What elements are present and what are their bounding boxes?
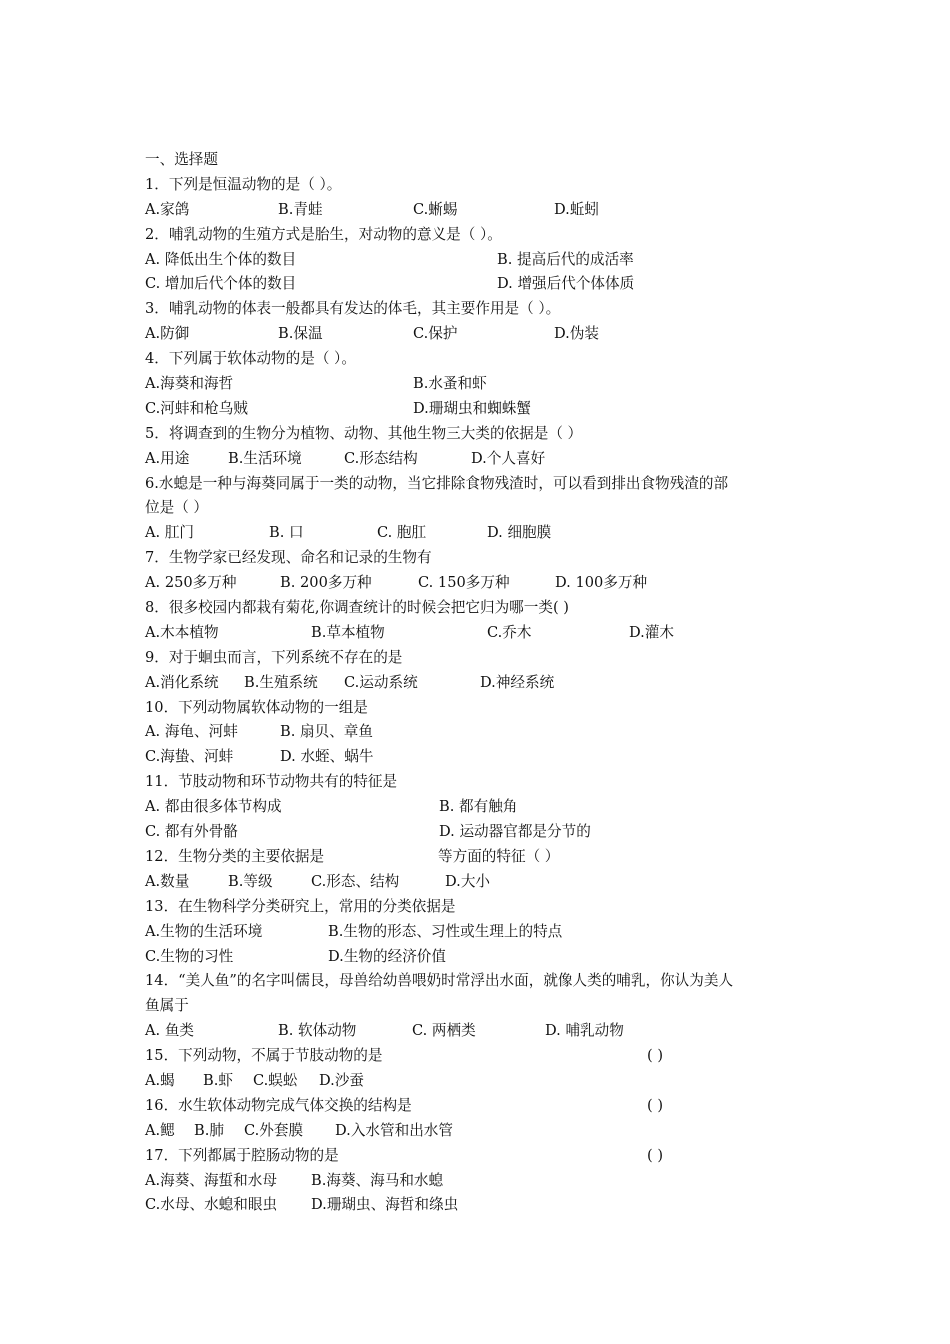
question-stem: 14．“美人鱼”的名字叫儒艮，母兽给幼兽喂奶时常浮出水面，就像人类的哺乳，你认为美人 — [145, 972, 734, 990]
question-stem: 9．对于蛔虫而言，下列系统不存在的是 — [145, 648, 403, 666]
option: D.沙蚕 — [319, 1071, 365, 1089]
options-row — [145, 198, 815, 223]
question-stem: 8．很多校园内都栽有菊花,你调查统计的时候会把它归为哪一类( ) — [145, 599, 569, 617]
options-row — [145, 820, 815, 845]
option: B.虾 — [203, 1071, 233, 1089]
options-row — [145, 745, 815, 770]
option: C.运动系统 — [344, 673, 418, 691]
option: C.水母、水螅和眼虫 — [145, 1196, 278, 1214]
option: B.生物的形态、习性或生理上的特点 — [328, 922, 563, 940]
option: C. 两栖类 — [412, 1022, 476, 1040]
option: B. 200多万种 — [280, 574, 372, 592]
option: B.生殖系统 — [244, 673, 318, 691]
option: C.蜈蚣 — [253, 1071, 298, 1089]
option: A. 250多万种 — [145, 574, 237, 592]
options-row — [145, 248, 815, 273]
question-stem — [145, 1044, 815, 1069]
option: C.生物的习性 — [145, 947, 234, 965]
options-row — [145, 621, 815, 646]
options-row — [145, 720, 815, 745]
question-stem: 4．下列属于软体动物的是（ ）。 — [145, 350, 356, 368]
option: A.蝎 — [145, 1071, 175, 1089]
option: C. 150多万种 — [418, 574, 510, 592]
question-stem — [145, 1144, 815, 1169]
options-row — [145, 870, 815, 895]
option: D. 水蛭、蜗牛 — [280, 748, 374, 766]
option: B.生活环境 — [228, 449, 302, 467]
option: C.河蚌和枪乌贼 — [145, 399, 248, 417]
option: C.海蛰、河蚌 — [145, 748, 234, 766]
option: C. 胞肛 — [377, 524, 427, 542]
options-row — [145, 521, 815, 546]
options-row — [145, 447, 815, 472]
question-stem-tail: 等方面的特征（ ） — [438, 847, 560, 865]
question-stem: 7．生物学家已经发现、命名和记录的生物有 — [145, 549, 432, 567]
option: A. 海龟、河蚌 — [145, 723, 238, 741]
option: B.保温 — [278, 325, 323, 343]
options-row — [145, 571, 815, 596]
option: D.灌木 — [629, 623, 675, 641]
option: D. 细胞膜 — [487, 524, 552, 542]
options-row — [145, 795, 815, 820]
option: D.个人喜好 — [471, 449, 546, 467]
option: D.蚯蚓 — [554, 200, 600, 218]
document-page — [145, 148, 815, 1218]
question-stem-text: 12．生物分类的主要依据是 — [145, 847, 325, 865]
option: B. 提高后代的成活率 — [497, 250, 634, 268]
options-row — [145, 272, 815, 297]
option: B. 扇贝、章鱼 — [280, 723, 373, 741]
options-row — [145, 945, 815, 970]
option: B.肺 — [194, 1121, 224, 1139]
option: D.大小 — [445, 872, 491, 890]
option: D.生物的经济价值 — [328, 947, 446, 965]
option: A.海葵、海蜇和水母 — [145, 1171, 277, 1189]
options-row — [145, 1169, 815, 1194]
option: C. 增加后代个体的数目 — [145, 275, 297, 293]
option: B. 软体动物 — [278, 1022, 357, 1040]
option: B.草本植物 — [311, 623, 385, 641]
option: A.家鸽 — [145, 200, 190, 218]
option: B.水蚤和虾 — [413, 375, 487, 393]
question-stem: 13．在生物科学分类研究上，常用的分类依据是 — [145, 897, 456, 915]
options-row — [145, 920, 815, 945]
option: D. 哺乳动物 — [545, 1022, 624, 1040]
option: C.蜥蜴 — [413, 200, 458, 218]
option: A.生物的生活环境 — [145, 922, 263, 940]
option: A. 鱼类 — [145, 1022, 195, 1040]
question-stem-continued: 位是（ ） — [145, 499, 209, 517]
option: A.鳃 — [145, 1121, 175, 1139]
option: D.珊瑚虫和蜘蛛蟹 — [413, 399, 531, 417]
question-stem: 3．哺乳动物的体表一般都具有发达的体毛，其主要作用是（ ）。 — [145, 300, 561, 318]
option: A.消化系统 — [145, 673, 219, 691]
question-stem-text: 15．下列动物，不属于节肢动物的是 — [145, 1047, 383, 1065]
answer-bracket: ( ) — [647, 1146, 664, 1164]
option: D.珊瑚虫、海哲和绦虫 — [311, 1196, 459, 1214]
answer-bracket: ( ) — [647, 1096, 664, 1114]
options-row — [145, 372, 815, 397]
option: B. 口 — [269, 524, 304, 542]
option: D.神经系统 — [480, 673, 555, 691]
question-stem-text: 17．下列都属于腔肠动物的是 — [145, 1146, 339, 1164]
option: A.防御 — [145, 325, 190, 343]
option: C.形态结构 — [344, 449, 418, 467]
question-stem — [145, 845, 815, 870]
options-row — [145, 1069, 815, 1094]
option: A.木本植物 — [145, 623, 219, 641]
question-stem-continued: 鱼属于 — [145, 997, 189, 1015]
option: C.乔木 — [487, 623, 532, 641]
options-row — [145, 1019, 815, 1044]
section-title: 一、选择题 — [145, 151, 218, 168]
option: D.入水管和出水管 — [335, 1121, 453, 1139]
options-row — [145, 1193, 815, 1218]
question-stem: 6.水螅是一种与海葵同属于一类的动物，当它排除食物残渣时，可以看到排出食物残渣的部 — [145, 474, 729, 492]
question-stem: 2．哺乳动物的生殖方式是胎生，对动物的意义是（ ）。 — [145, 225, 502, 243]
option: D.伪装 — [554, 325, 600, 343]
option: C.外套膜 — [244, 1121, 304, 1139]
options-row — [145, 671, 815, 696]
option: A. 肛门 — [145, 524, 195, 542]
question-stem: 11．节肢动物和环节动物共有的特征是 — [145, 773, 398, 791]
option: C.保护 — [413, 325, 458, 343]
option: A. 降低出生个体的数目 — [145, 250, 297, 268]
question-stem-text: 16．水生软体动物完成气体交换的结构是 — [145, 1096, 412, 1114]
option: D. 100多万种 — [555, 574, 648, 592]
option: A. 都由很多体节构成 — [145, 798, 282, 816]
option: D. 运动器官都是分节的 — [439, 823, 591, 841]
answer-bracket: ( ) — [647, 1047, 664, 1065]
question-stem: 5．将调查到的生物分为植物、动物、其他生物三大类的依据是（ ） — [145, 424, 583, 442]
option: C. 都有外骨骼 — [145, 823, 238, 841]
question-stem: 10．下列动物属软体动物的一组是 — [145, 698, 368, 716]
option: B.等级 — [228, 872, 273, 890]
question-stem — [145, 1094, 815, 1119]
question-stem: 1．下列是恒温动物的是（ ）。 — [145, 175, 342, 193]
option: A.数量 — [145, 872, 190, 890]
option: A.用途 — [145, 449, 190, 467]
option: C.形态、结构 — [311, 872, 400, 890]
option: D. 增强后代个体体质 — [497, 275, 635, 293]
option: B.海葵、海马和水螅 — [311, 1171, 444, 1189]
options-row — [145, 397, 815, 422]
option: A.海葵和海哲 — [145, 375, 234, 393]
options-row — [145, 1119, 815, 1144]
options-row — [145, 322, 815, 347]
option: B. 都有触角 — [439, 798, 518, 816]
option: B.青蛙 — [278, 200, 323, 218]
